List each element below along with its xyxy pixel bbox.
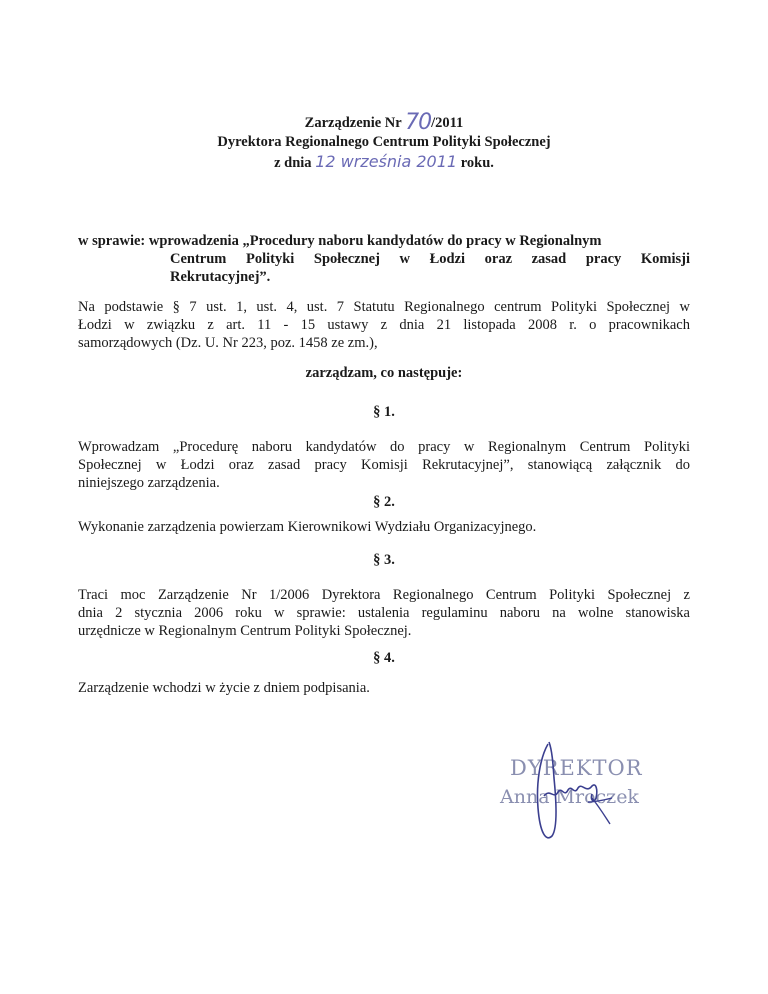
section-body-4 bbox=[78, 679, 690, 697]
legal-basis-line-3: samorządowych (Dz. U. Nr 223, poz. 1458 ze zm.), bbox=[78, 335, 378, 351]
legal-basis-line-2: Łodzi w związku z art. 11 - 15 ustawy z dnia 21 listopada 2008 r. o pracownikach bbox=[78, 317, 690, 333]
issuer-line: Dyrektora Regionalnego Centrum Polityki Społecznej bbox=[217, 134, 551, 150]
section-4-line-1: Zarządzenie wchodzi w życie z dniem podpisania. bbox=[78, 680, 370, 696]
section-1-line-2: Społecznej w Łodzi oraz zasad pracy Komisji Rekrutacyjnej”, stanowiącą załącznik do bbox=[78, 457, 690, 473]
section-body-3 bbox=[78, 586, 690, 640]
stamp-name: Anna Mroczek bbox=[500, 786, 639, 808]
section-1-line-1: Wprowadzam „Procedurę naboru kandydatów do pracy w Regionalnym Centrum Polityki bbox=[78, 439, 690, 455]
section-2-line-1: Wykonanie zarządzenia powierzam Kierownikowi Wydziału Organizacyjnego. bbox=[78, 519, 537, 535]
stamp-title: DYREKTOR bbox=[510, 756, 643, 780]
date-line: z dnia 12 września 2011 roku. bbox=[274, 152, 494, 171]
section-heading-1: § 1. bbox=[373, 404, 395, 420]
section-3-line-1: Traci moc Zarządzenie Nr 1/2006 Dyrektora Regionalnego Centrum Polityki Społecznej z bbox=[78, 587, 690, 603]
section-3-line-2: dnia 2 stycznia 2006 roku w sprawie: ustalenia regulaminu naboru na wolne stanowiska bbox=[78, 605, 690, 621]
ordering-phrase: zarządzam, co następuje: bbox=[305, 365, 463, 381]
legal-basis-paragraph bbox=[78, 298, 690, 352]
subject-line-1: w sprawie: wprowadzenia „Procedury naboru kandydatów do pracy w Regionalnym bbox=[78, 233, 602, 249]
section-1-line-3: niniejszego zarządzenia. bbox=[78, 475, 220, 491]
ordinance-number-line: Zarządzenie Nr 70/2011 bbox=[304, 110, 464, 135]
signature-stamp bbox=[500, 738, 670, 848]
subject-line-2: Centrum Polityki Społecznej w Łodzi oraz zasad pracy Komisji bbox=[170, 251, 690, 267]
handwritten-ordinance-number: 70 bbox=[405, 110, 432, 135]
section-heading-4: § 4. bbox=[373, 650, 395, 666]
handwritten-signature-icon bbox=[500, 738, 670, 848]
legal-basis-line-1: Na podstawie § 7 ust. 1, ust. 4, ust. 7 Statutu Regionalnego centrum Polityki Społecznej w bbox=[78, 299, 690, 315]
section-3-line-3: urzędnicze w Regionalnym Centrum Polityki Społecznej. bbox=[78, 623, 412, 639]
handwritten-date: 12 września 2011 bbox=[315, 152, 458, 171]
subject-line-3: Rekrutacyjnej”. bbox=[170, 269, 271, 285]
title-block bbox=[0, 110, 768, 173]
section-heading-2: § 2. bbox=[373, 494, 395, 510]
section-heading-3: § 3. bbox=[373, 552, 395, 568]
section-body-2 bbox=[78, 518, 690, 536]
subject-block bbox=[78, 232, 690, 286]
section-body-1 bbox=[78, 438, 690, 492]
